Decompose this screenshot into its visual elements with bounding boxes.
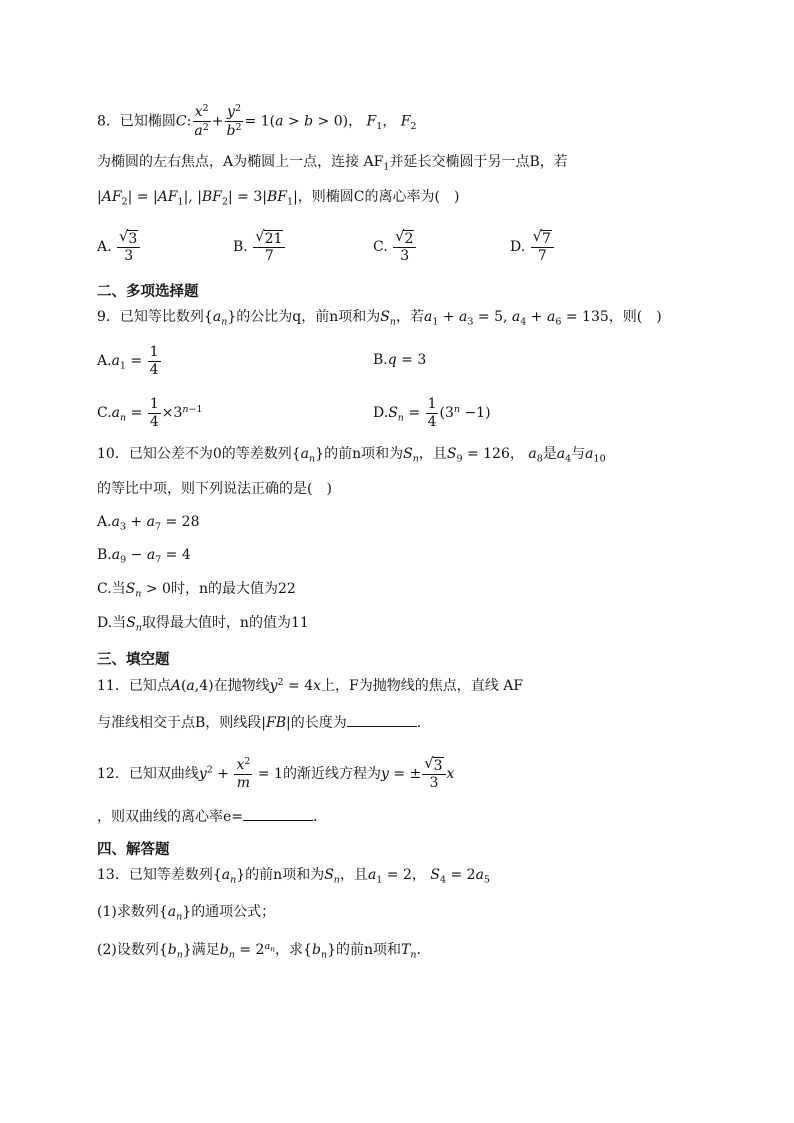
q8-option-b[interactable]: B. √ 21 7: [233, 230, 286, 264]
q8-line2: 为椭圆的左右焦点，A为椭圆上一点，连接 $AF_1$并延长交椭圆于另一点B，若: [97, 154, 568, 173]
q8-option-c[interactable]: C. √ 2 3: [373, 230, 417, 264]
fraction: $\frac{x^2}{a^2}$: [194, 103, 209, 140]
q12-line1: 12．已知双曲线$y^2$ + $\frac{x^2}{m}$ = 1的渐近线方程为y = ± √ 3 3 x: [97, 755, 455, 791]
q13-line1: 13．已知等差数列$\{a_n\}$的前n项和为$S_n$，且$a_1 = 2$， $S_4 = 2a_5$: [97, 867, 490, 886]
q9-option-c[interactable]: $C.a_n$ = $\frac{1}{4}$ $\times 3^{n-1}$: [97, 396, 203, 430]
section-heading-fill-blank: 三、填空题: [97, 652, 170, 668]
q9-line1: 9．已知等比数列$\{a_n\}$的公比为q，前n项和为$S_n$，若$a_1 + a_3 = 5$, $a_4 + a_6 = 135$，则( ): [97, 309, 662, 328]
q8-option-d[interactable]: D. √ 7 7: [510, 230, 555, 264]
answer-blank[interactable]: [243, 808, 313, 821]
q10-option-d[interactable]: D.当$S_n$取得最大值时，n的值为11: [97, 615, 309, 634]
q10-option-b[interactable]: $B.a_9 - a_7 = 4$: [97, 547, 191, 566]
fraction: $\frac{y^2}{b^2}$: [226, 103, 242, 140]
q10-line2: 的等比中项，则下列说法正确的是( ): [97, 481, 332, 497]
q13-part1: (1)求数列$\{a_n\}$的通项公式；: [97, 904, 276, 923]
q8-option-a[interactable]: A. √ 3 3: [97, 230, 141, 264]
answer-blank[interactable]: [347, 714, 417, 727]
q10-option-c[interactable]: C.当$S_n > 0$时，n的最大值为22: [97, 581, 296, 600]
q9-option-a[interactable]: $A.a_1$ = $\frac{1}{4}$: [97, 344, 159, 378]
q10-option-a[interactable]: $A.a_3 + a_7 = 28$: [97, 514, 200, 533]
q11-line1: 11．已知点A(a,4)在抛物线$y^2 = 4x$上，F为抛物线的焦点，直线 AF: [97, 677, 524, 695]
section-heading-multiple-choice: 二、多项选择题: [97, 284, 199, 300]
q11-line2: 与准线相交于点B，则线段|FB|的长度为 .: [97, 715, 422, 731]
q12-line2: ，则双曲线的离心率e= .: [97, 809, 318, 825]
q9-option-d[interactable]: $D.S_n$ = $\frac{1}{4}$ $(3^n -1)$: [373, 396, 491, 430]
q9-option-b[interactable]: B.q = 3: [373, 352, 427, 368]
q13-part2: (2)设数列$\{b_n\}$满足$b_n = 2^{a_n}$，求$\{b_n\}$的前n项和$T_n$.: [97, 941, 421, 961]
section-heading-solution: 四、解答题: [97, 842, 170, 858]
q8-line3: $|AF_2| = |AF_1|$, $|BF_2| = 3|BF_1|$，则椭圆C的离心率为( ): [97, 189, 460, 208]
q10-line1: 10．已知公差不为0的等差数列$\{a_n\}$的前n项和为$S_n$，且$S_9 = 126$， $a_8$是$a_4$与$a_{10}$: [97, 446, 606, 465]
q8-line1: 8．已知椭圆C: $\frac{x^2}{a^2}$ + $\frac{y^2}{b^2}$ = 1(a > b > 0)， $F_1$， $F_2$: [97, 103, 417, 140]
